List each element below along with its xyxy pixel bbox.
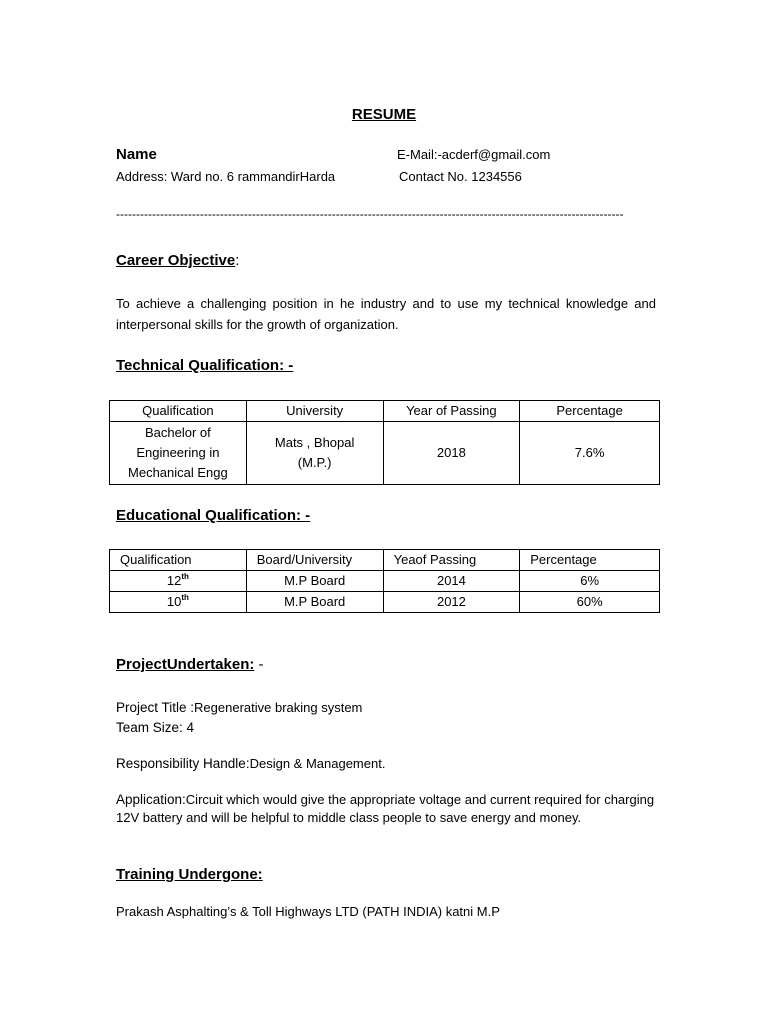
ordinal-suffix: th bbox=[181, 593, 189, 602]
cell-line: Bachelor of bbox=[145, 425, 211, 440]
column-header: Percentage bbox=[520, 550, 660, 571]
column-header: Qualification bbox=[110, 401, 247, 422]
column-header: Board/University bbox=[246, 550, 383, 571]
class-number: 12 bbox=[166, 573, 182, 588]
project-heading-suffix: - bbox=[254, 656, 264, 673]
training-undergone-heading bbox=[116, 866, 263, 883]
technical-qualification-heading bbox=[116, 357, 293, 374]
percentage-cell: 60% bbox=[520, 592, 660, 613]
career-heading-suffix: : bbox=[235, 252, 240, 269]
team-size-line bbox=[116, 719, 194, 737]
column-header: Qualification bbox=[110, 550, 247, 571]
percentage-cell: 7.6% bbox=[520, 422, 660, 485]
technical-qualification-table bbox=[109, 400, 660, 485]
qualification-cell bbox=[110, 592, 247, 613]
email-text: E-Mail:-acderf@gmail.com bbox=[397, 147, 551, 162]
responsibility-label: Responsibility Handle: bbox=[116, 756, 250, 771]
application-paragraph bbox=[116, 791, 656, 827]
table-row bbox=[110, 422, 660, 485]
educational-qualification-heading bbox=[116, 507, 310, 524]
class-number: 10 bbox=[166, 594, 182, 609]
project-title-line bbox=[116, 699, 362, 717]
career-heading-text: Career Objective bbox=[116, 252, 236, 269]
cell-line: Engineering in bbox=[136, 445, 220, 460]
address-text: Address: Ward no. 6 rammandirHarda bbox=[116, 169, 336, 184]
cell-line: (M.P.) bbox=[297, 455, 332, 470]
column-header: Yeaof Passing bbox=[383, 550, 520, 571]
cell-line: Mats , Bhopal bbox=[274, 435, 355, 450]
project-heading-text: ProjectUndertaken: bbox=[116, 656, 255, 673]
cell-line: Mechanical Engg bbox=[128, 465, 228, 480]
column-header: Percentage bbox=[520, 401, 660, 422]
team-size-value: 4 bbox=[182, 720, 195, 735]
table-row bbox=[110, 592, 660, 613]
educational-qualification-table bbox=[109, 549, 660, 613]
qualification-cell bbox=[110, 571, 247, 592]
responsibility-line bbox=[116, 755, 385, 773]
project-undertaken-heading bbox=[116, 656, 264, 673]
percentage-cell: 6% bbox=[520, 571, 660, 592]
board-cell: M.P Board bbox=[246, 592, 383, 613]
university-cell bbox=[246, 422, 383, 485]
technical-heading-text: Technical Qualification: - bbox=[116, 357, 294, 374]
career-objective-heading bbox=[116, 252, 239, 269]
year-cell: 2018 bbox=[383, 422, 520, 485]
educational-heading-text: Educational Qualification: - bbox=[116, 507, 311, 524]
column-header: University bbox=[246, 401, 383, 422]
table-header-row bbox=[110, 401, 660, 422]
training-heading-text: Training Undergone: bbox=[116, 866, 263, 883]
project-title-label: Project Title : bbox=[116, 700, 195, 715]
column-header: Year of Passing bbox=[383, 401, 520, 422]
table-header-row bbox=[110, 550, 660, 571]
application-value: Circuit which would give the appropriate voltage and current required for charging 12V battery and will be helpful to middle class people to save energy and money. bbox=[116, 792, 655, 825]
ordinal-suffix: th bbox=[181, 572, 189, 581]
resume-title: RESUME bbox=[351, 106, 417, 123]
candidate-name: Name bbox=[116, 146, 157, 163]
responsibility-value: Design & Management. bbox=[249, 756, 386, 771]
board-cell: M.P Board bbox=[246, 571, 383, 592]
table-row bbox=[110, 571, 660, 592]
dashed-divider: ------------------------------------------------------------------------------------------------------------------------------- bbox=[116, 207, 624, 221]
qualification-cell bbox=[110, 422, 247, 485]
training-text: Prakash Asphalting’s & Toll Highways LTD (PATH INDIA) katni M.P bbox=[116, 904, 500, 919]
application-label: Application: bbox=[116, 792, 186, 807]
contact-text: Contact No. 1234556 bbox=[399, 169, 522, 184]
team-size-label: Team Size: bbox=[116, 720, 183, 735]
project-title-value: Regenerative braking system bbox=[194, 700, 363, 715]
year-cell: 2012 bbox=[383, 592, 520, 613]
year-cell: 2014 bbox=[383, 571, 520, 592]
career-objective-text: To achieve a challenging position in he industry and to use my technical knowledge and interpersonal skills for the growth of organization. bbox=[116, 296, 656, 332]
